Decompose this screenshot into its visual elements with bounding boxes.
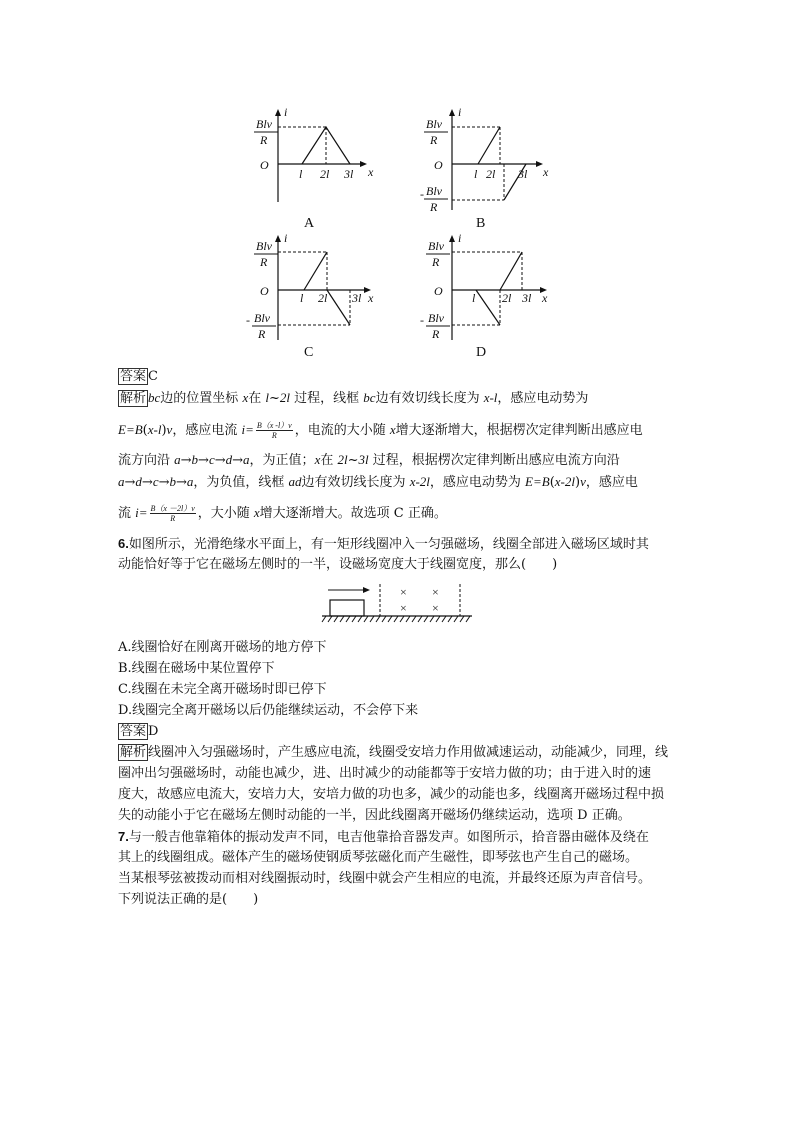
- x-tick-2l: 2l: [320, 167, 330, 181]
- x-axis-label: x: [542, 291, 548, 305]
- segment: a: [118, 474, 125, 489]
- segment: →: [176, 475, 187, 490]
- question-stem: 当某根琴弦被拨动而相对线圈振动时，线圈中就会产生相应的电流，并最终还原为声音信号。: [118, 871, 652, 886]
- negative-sign: -: [246, 313, 250, 327]
- q6-analysis-line-4: [118, 806, 631, 826]
- current-curve: [478, 127, 500, 164]
- answer-label: 答案: [120, 369, 147, 384]
- q6-option-a: [118, 638, 327, 658]
- graph-b-caption: B: [476, 216, 486, 231]
- segment: b: [169, 474, 176, 489]
- segment: x: [242, 390, 249, 405]
- graph-a: [250, 102, 380, 212]
- q6-analysis-line-2: [118, 764, 651, 784]
- q6-stem-line-1: [118, 534, 649, 555]
- segment: ，感应电: [585, 475, 638, 490]
- segment: 流方向沿: [118, 453, 175, 468]
- y-neg-tick-label: Blv: [426, 184, 442, 198]
- q6-figure: [320, 584, 480, 634]
- option-text: B.线圈在磁场中某位置停下: [118, 661, 275, 676]
- segment: bc: [363, 390, 376, 405]
- x-tick-l: l: [474, 167, 478, 181]
- q6-answer-line: [118, 722, 158, 742]
- answer-label: 答案: [120, 724, 147, 739]
- segment: ，感应电动势为: [497, 391, 589, 406]
- segment: 过程，根据楞次定律判断出感应电流方向沿: [368, 453, 620, 468]
- q6-option-c: [118, 680, 327, 700]
- segment: a: [243, 452, 250, 467]
- segment: v: [166, 422, 173, 437]
- current-curve: [476, 290, 500, 325]
- x-axis-arrow: [536, 161, 543, 167]
- graph-c-caption: C: [304, 345, 314, 360]
- graph-a-caption: A: [304, 216, 315, 231]
- x-tick-3l: 3l: [352, 291, 362, 305]
- graph-c-plot: [244, 232, 384, 347]
- segment: 增大逐渐增大。故选项 C 正确。: [259, 506, 447, 521]
- option-text: C.线圈在未完全离开磁场时即已停下: [118, 682, 327, 697]
- ground-hatching: [322, 616, 470, 622]
- segment: x-l: [147, 422, 162, 437]
- field-cross: ×: [432, 585, 439, 599]
- y-axis-label: i: [458, 105, 462, 119]
- y-tick-label: Blv: [256, 239, 272, 253]
- segment: c: [208, 452, 215, 467]
- origin-label: O: [260, 158, 269, 172]
- segment: 边有效切线长度为: [375, 391, 484, 406]
- fraction-denominator: R: [170, 514, 176, 523]
- segment: l: [265, 390, 269, 405]
- y-axis-arrow: [449, 235, 455, 242]
- x-tick-3l: 3l: [518, 167, 528, 181]
- segment: x: [253, 505, 260, 520]
- x-tick-l: l: [300, 291, 304, 305]
- graph-b-plot: [420, 102, 555, 217]
- q5-analysis-line-3: [118, 450, 620, 471]
- origin-label: O: [434, 158, 443, 172]
- segment: i=: [241, 422, 254, 437]
- q7-stem-line-3: [118, 869, 651, 889]
- question-stem: 其上的线圈组成。磁体产生的磁场使钢质琴弦磁化而产生磁性，即琴弦也产生自己的磁场。: [118, 850, 639, 865]
- segment: 边的位置坐标: [160, 391, 243, 406]
- graph-d: [418, 232, 558, 347]
- y-tick-label: Blv: [428, 239, 444, 253]
- y-neg-tick-denominator: R: [258, 327, 266, 341]
- segment: ，为正值；: [249, 453, 315, 468]
- analysis-text: 失的动能小于它在磁场左侧时动能的一半，因此线圈离开磁场仍继续运动，选项 D 正确。: [118, 808, 631, 823]
- segment: b: [191, 452, 199, 467]
- segment: ad: [288, 474, 302, 489]
- segment: ，感应电流: [172, 423, 242, 438]
- segment: x-2l: [409, 474, 430, 489]
- x-axis-arrow: [360, 161, 367, 167]
- segment: ~: [268, 391, 280, 406]
- analysis-text: 度大，故感应电流大，安培力大，安培力做的功也多，减少的动能也多，线圈离开磁场过程中损: [118, 787, 665, 802]
- graph-a-plot: [250, 102, 380, 212]
- segment: →: [158, 475, 170, 490]
- graph-d-plot: [418, 232, 558, 347]
- negative-sign: -: [420, 187, 424, 201]
- segment: x: [389, 422, 396, 437]
- segment: →: [232, 453, 244, 468]
- question-stem: 与一般吉他靠箱体的振动发声不同，电吉他靠拾音器发声。如图所示，拾音器由磁体及绕在: [128, 830, 649, 845]
- question-stem: 动能恰好等于它在磁场左侧时的一半，设磁场宽度大于线圈宽度，那么( ): [118, 557, 558, 572]
- q5-analysis-line-2: [118, 420, 643, 441]
- y-tick-denominator: R: [260, 133, 268, 147]
- segment: →: [214, 453, 226, 468]
- option-text: D.线圈完全离开磁场以后仍能继续运动，不会停下来: [118, 703, 419, 718]
- analysis-text: 线圈冲入匀强磁场时，产生感应电流，线圈受安培力作用做减速运动，动能减少，同理，线: [148, 745, 669, 760]
- segment: ，感应电动势为: [429, 475, 526, 490]
- segment: →: [141, 475, 153, 490]
- segment: 2l: [279, 390, 291, 405]
- x-tick-2l: 2l: [502, 291, 512, 305]
- segment: c: [152, 474, 159, 489]
- current-fraction: [150, 504, 196, 523]
- x-tick-l: l: [299, 167, 303, 181]
- segment: E=B: [525, 474, 550, 489]
- q6-analysis-line-1: [118, 743, 668, 763]
- segment: d: [135, 474, 142, 489]
- segment: 在: [320, 453, 338, 468]
- segment: ): [161, 423, 167, 438]
- q7-stem-line-4: [118, 890, 258, 910]
- graph-d-caption: D: [476, 345, 487, 360]
- segment: 3l: [358, 452, 369, 467]
- question-number: 6.: [118, 536, 129, 551]
- q5-analysis-line-1: [118, 388, 588, 409]
- origin-label: O: [260, 284, 269, 298]
- y-axis-label: i: [458, 232, 462, 245]
- segment: (: [142, 423, 148, 438]
- y-axis-label: i: [284, 105, 288, 119]
- q5-analysis-line-4: [118, 472, 638, 493]
- y-axis-arrow: [275, 235, 281, 242]
- segment: →: [180, 453, 192, 468]
- x-tick-3l: 3l: [522, 291, 532, 305]
- y-neg-tick-denominator: R: [432, 327, 440, 341]
- segment: (: [549, 475, 555, 490]
- q7-stem-line-1: [118, 827, 649, 848]
- y-tick-denominator: R: [432, 255, 440, 269]
- y-tick-label: Blv: [256, 117, 272, 131]
- y-axis-arrow: [275, 109, 281, 116]
- segment: 边有效切线长度为: [301, 475, 410, 490]
- x-tick-2l: 2l: [318, 291, 328, 305]
- x-axis-label: x: [368, 165, 374, 179]
- x-axis-label: x: [368, 291, 374, 305]
- segment: a: [174, 452, 181, 467]
- segment: x: [314, 452, 321, 467]
- x-axis-label: x: [543, 165, 549, 179]
- negative-sign: -: [420, 313, 424, 327]
- question-stem: 下列说法正确的是( ): [118, 892, 259, 907]
- option-text: A.线圈恰好在刚离开磁场的地方停下: [118, 640, 327, 655]
- velocity-arrowhead: [363, 587, 370, 593]
- segment: x-l: [483, 390, 498, 405]
- segment: x-2l: [554, 474, 575, 489]
- segment: 在: [248, 391, 266, 406]
- fraction-denominator: R: [271, 431, 277, 440]
- question-number: 7.: [118, 829, 129, 844]
- answer-value: C: [148, 369, 158, 384]
- graph-c: [244, 232, 384, 347]
- x-tick-2l: 2l: [486, 167, 496, 181]
- field-cross: ×: [400, 601, 407, 615]
- current-fraction: [256, 421, 293, 440]
- fraction-numerator: B（x -l）v: [256, 421, 292, 430]
- y-tick-denominator: R: [430, 133, 438, 147]
- current-curve: [327, 290, 350, 325]
- segment: v: [580, 474, 586, 489]
- segment: bc: [148, 390, 161, 405]
- segment: 2l: [337, 452, 348, 467]
- answer-value: D: [148, 724, 159, 739]
- segment: ，电流的大小随: [294, 423, 390, 438]
- y-neg-tick-denominator: R: [430, 200, 438, 214]
- current-curve: [304, 252, 327, 290]
- segment: ~: [347, 453, 359, 468]
- analysis-text: 圈冲出匀强磁场时，动能也减少，进、出时减少的动能都等于安培力做的功；由于进入时的速: [118, 766, 652, 781]
- segment: a: [186, 474, 194, 489]
- q5-analysis-line-5: [118, 503, 447, 524]
- q6-stem-line-2: [118, 555, 557, 575]
- x-tick-l: l: [472, 291, 476, 305]
- segment: ): [575, 475, 581, 490]
- q7-stem-line-2: [118, 848, 638, 868]
- q5-answer-line: [118, 367, 158, 387]
- q6-option-d: [118, 701, 418, 721]
- y-tick-label: Blv: [426, 117, 442, 131]
- y-axis-label: i: [284, 232, 288, 245]
- origin-label: O: [434, 284, 443, 298]
- y-tick-denominator: R: [260, 255, 268, 269]
- segment: E=B: [118, 422, 143, 437]
- fraction-numerator: B（x －2l）v: [150, 504, 195, 513]
- magnetic-field-figure: [320, 584, 480, 634]
- graph-b: [420, 102, 555, 217]
- q6-option-b: [118, 659, 275, 679]
- field-cross: ×: [432, 601, 439, 615]
- analysis-label: 解析: [120, 391, 147, 406]
- coil-rectangle: [330, 600, 364, 616]
- y-neg-tick-label: Blv: [428, 311, 444, 325]
- segment: ，为负值，线框: [193, 475, 289, 490]
- y-axis-arrow: [449, 109, 455, 116]
- segment: i=: [135, 505, 148, 520]
- segment: ，大小随: [197, 506, 254, 521]
- segment: d: [225, 452, 233, 467]
- segment: 过程，线框: [290, 391, 364, 406]
- field-cross: ×: [400, 585, 407, 599]
- current-curve: [500, 252, 522, 290]
- y-neg-tick-label: Blv: [254, 311, 270, 325]
- question-stem: 如图所示，光滑绝缘水平面上，有一矩形线圈冲入一匀强磁场，线圈全部进入磁场区域时其: [128, 537, 649, 552]
- segment: →: [124, 475, 136, 490]
- segment: 流: [118, 506, 136, 521]
- segment: 增大逐渐增大，根据楞次定律判断出感应电: [395, 423, 643, 438]
- segment: →: [198, 453, 209, 468]
- q6-analysis-line-3: [118, 785, 664, 805]
- analysis-label: 解析: [120, 745, 147, 760]
- x-tick-3l: 3l: [344, 167, 354, 181]
